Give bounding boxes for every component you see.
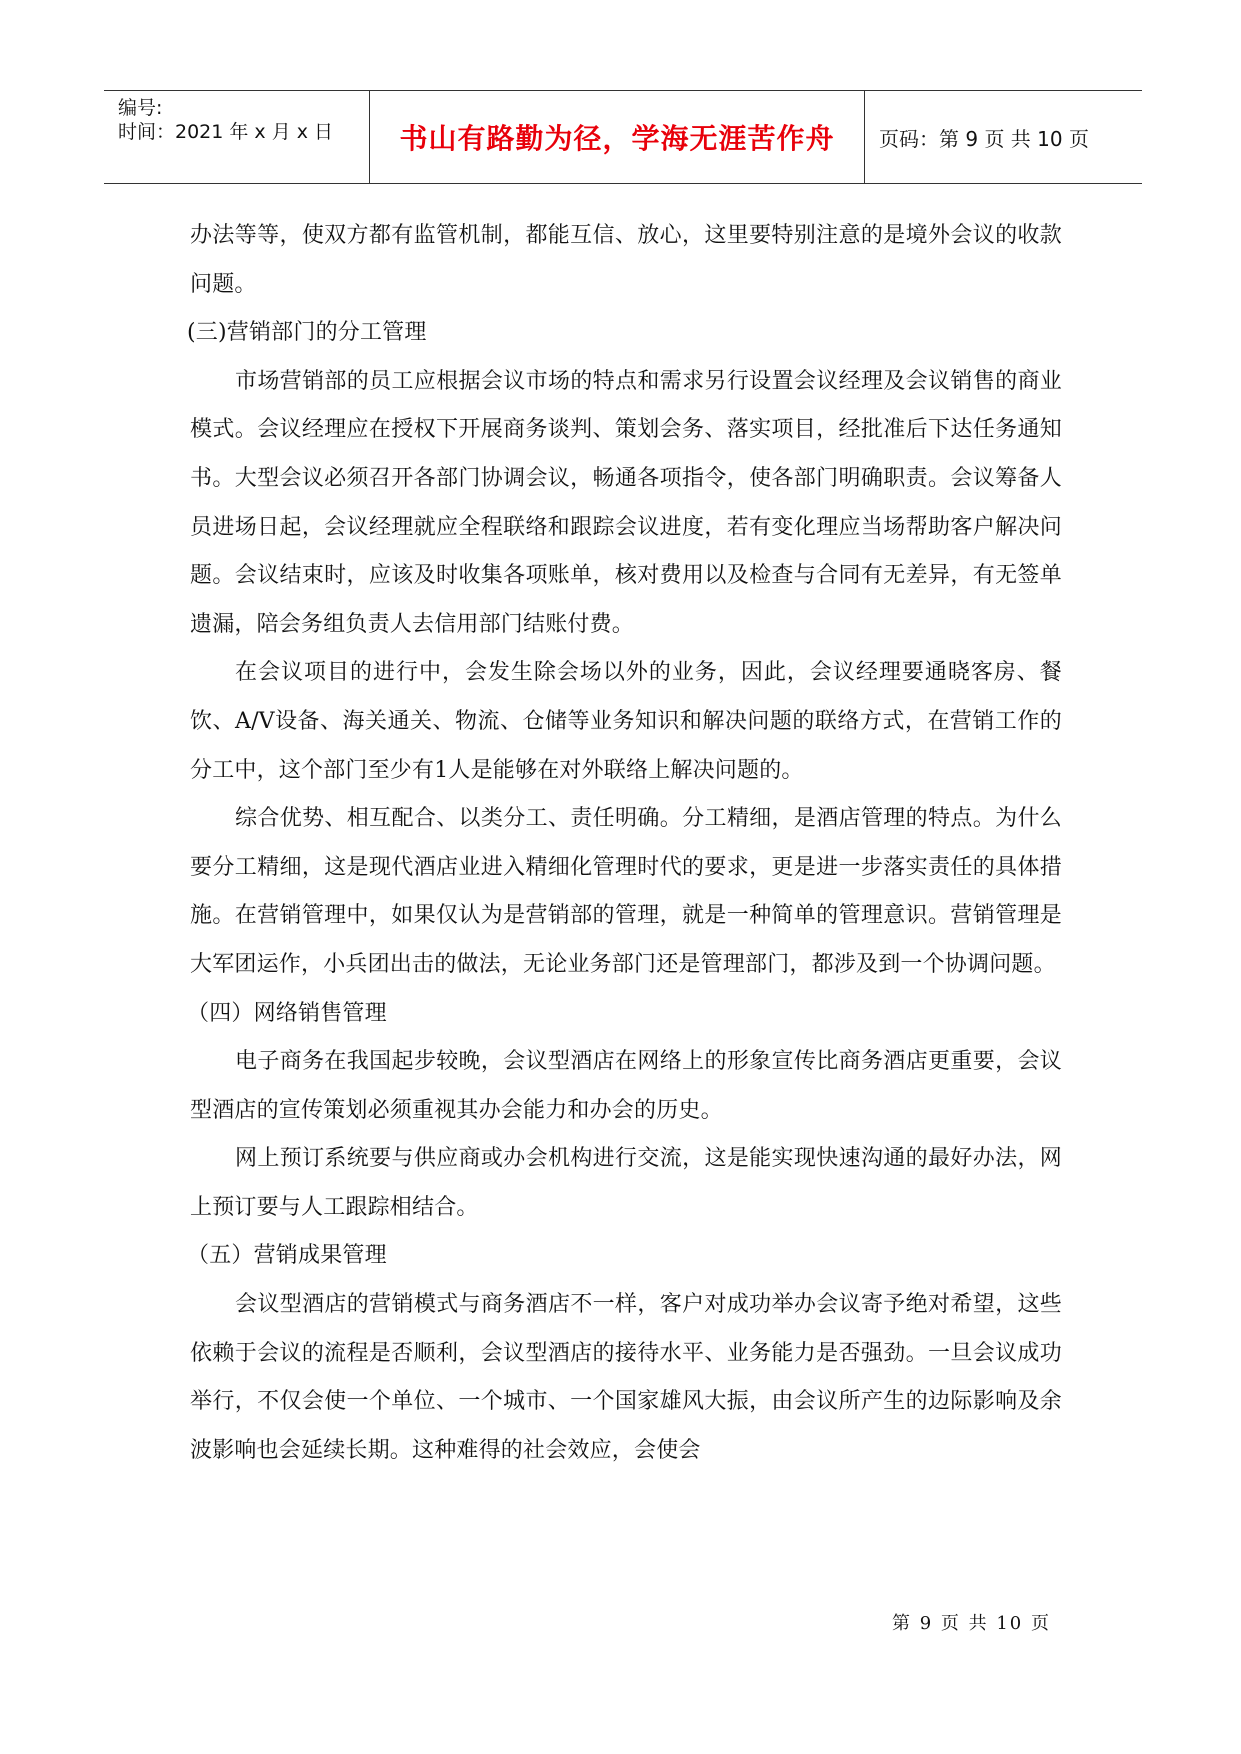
section-heading-5: （五）营销成果管理 bbox=[187, 1243, 387, 1269]
header-time-label: 时间：2021 年 x 月 x 日 bbox=[118, 121, 334, 143]
header-meta-cell bbox=[104, 91, 370, 183]
paragraph-4: 综合优势、相互配合、以类分工、责任明确。分工精细，是酒店管理的特点。为什么要分工精细，这是现代酒店业进入精细化管理时代的要求，更是进一步落实责任的具体措施。在营销管理中，如果仅认为是营销部的管理，就是一种简单的管理意识。营销管理是大军团运作，小兵团出击的做法，无论业务部门还是管理部门，都涉及到一个协调问题。 bbox=[190, 806, 1062, 977]
paragraph-6: 网上预订系统要与供应商或办会机构进行交流，这是能实现快速沟通的最好办法，网上预订要与人工跟踪相结合。 bbox=[190, 1146, 1062, 1220]
paragraph-7: 会议型酒店的营销模式与商务酒店不一样，客户对成功举办会议寄予绝对希望，这些依赖于会议的流程是否顺利，会议型酒店的接待水平、业务能力是否强劲。一旦会议成功举行，不仅会使一个单位、一个城市、一个国家雄风大振，由会议所产生的边际影响及余波影响也会延续长期。这种难得的社会效应，会使会 bbox=[190, 1292, 1062, 1463]
header-page-code: 页码：第 9 页 共 10 页 bbox=[879, 126, 1089, 151]
section-heading-4: （四）网络销售管理 bbox=[187, 1000, 387, 1026]
section-heading-3: (三)营销部门的分工管理 bbox=[187, 320, 427, 346]
header-motto: 书山有路勤为径，学海无涯苦作舟 bbox=[399, 122, 835, 155]
paragraph-2: 市场营销部的员工应根据会议市场的特点和需求另行设置会议经理及会议销售的商业模式。会议经理应在授权下开展商务谈判、策划会务、落实项目，经批准后下达任务通知书。大型会议必须召开各部门协调会议，畅通各项指令，使各部门明确职责。会议筹备人员进场日起，会议经理就应全程联络和跟踪会议进度，若有变化理应当场帮助客户解决问题。会议结束时，应该及时收集各项账单，核对费用以及检查与合同有无差异，有无签单遗漏，陪会务组负责人去信用部门结账付费。 bbox=[190, 368, 1062, 637]
document-body bbox=[187, 212, 1062, 1475]
page-footer: 第 9 页 共 10 页 bbox=[892, 1613, 1051, 1634]
page-header bbox=[104, 90, 1142, 184]
header-motto-cell bbox=[370, 91, 865, 183]
paragraph-3: 在会议项目的进行中，会发生除会场以外的业务，因此，会议经理要通晓客房、餐饮、A/V设备、海关通关、物流、仓储等业务知识和解决问题的联络方式，在营销工作的分工中，这个部门至少有1人是能够在对外联络上解决问题的。 bbox=[190, 660, 1062, 783]
paragraph-5: 电子商务在我国起步较晚，会议型酒店在网络上的形象宣传比商务酒店更重要，会议型酒店的宣传策划必须重视其办会能力和办会的历史。 bbox=[190, 1049, 1062, 1123]
paragraph-1: 办法等等，使双方都有监管机制，都能互信、放心，这里要特别注意的是境外会议的收款问题。 bbox=[190, 223, 1062, 297]
header-number-label: 编号: bbox=[118, 97, 163, 119]
